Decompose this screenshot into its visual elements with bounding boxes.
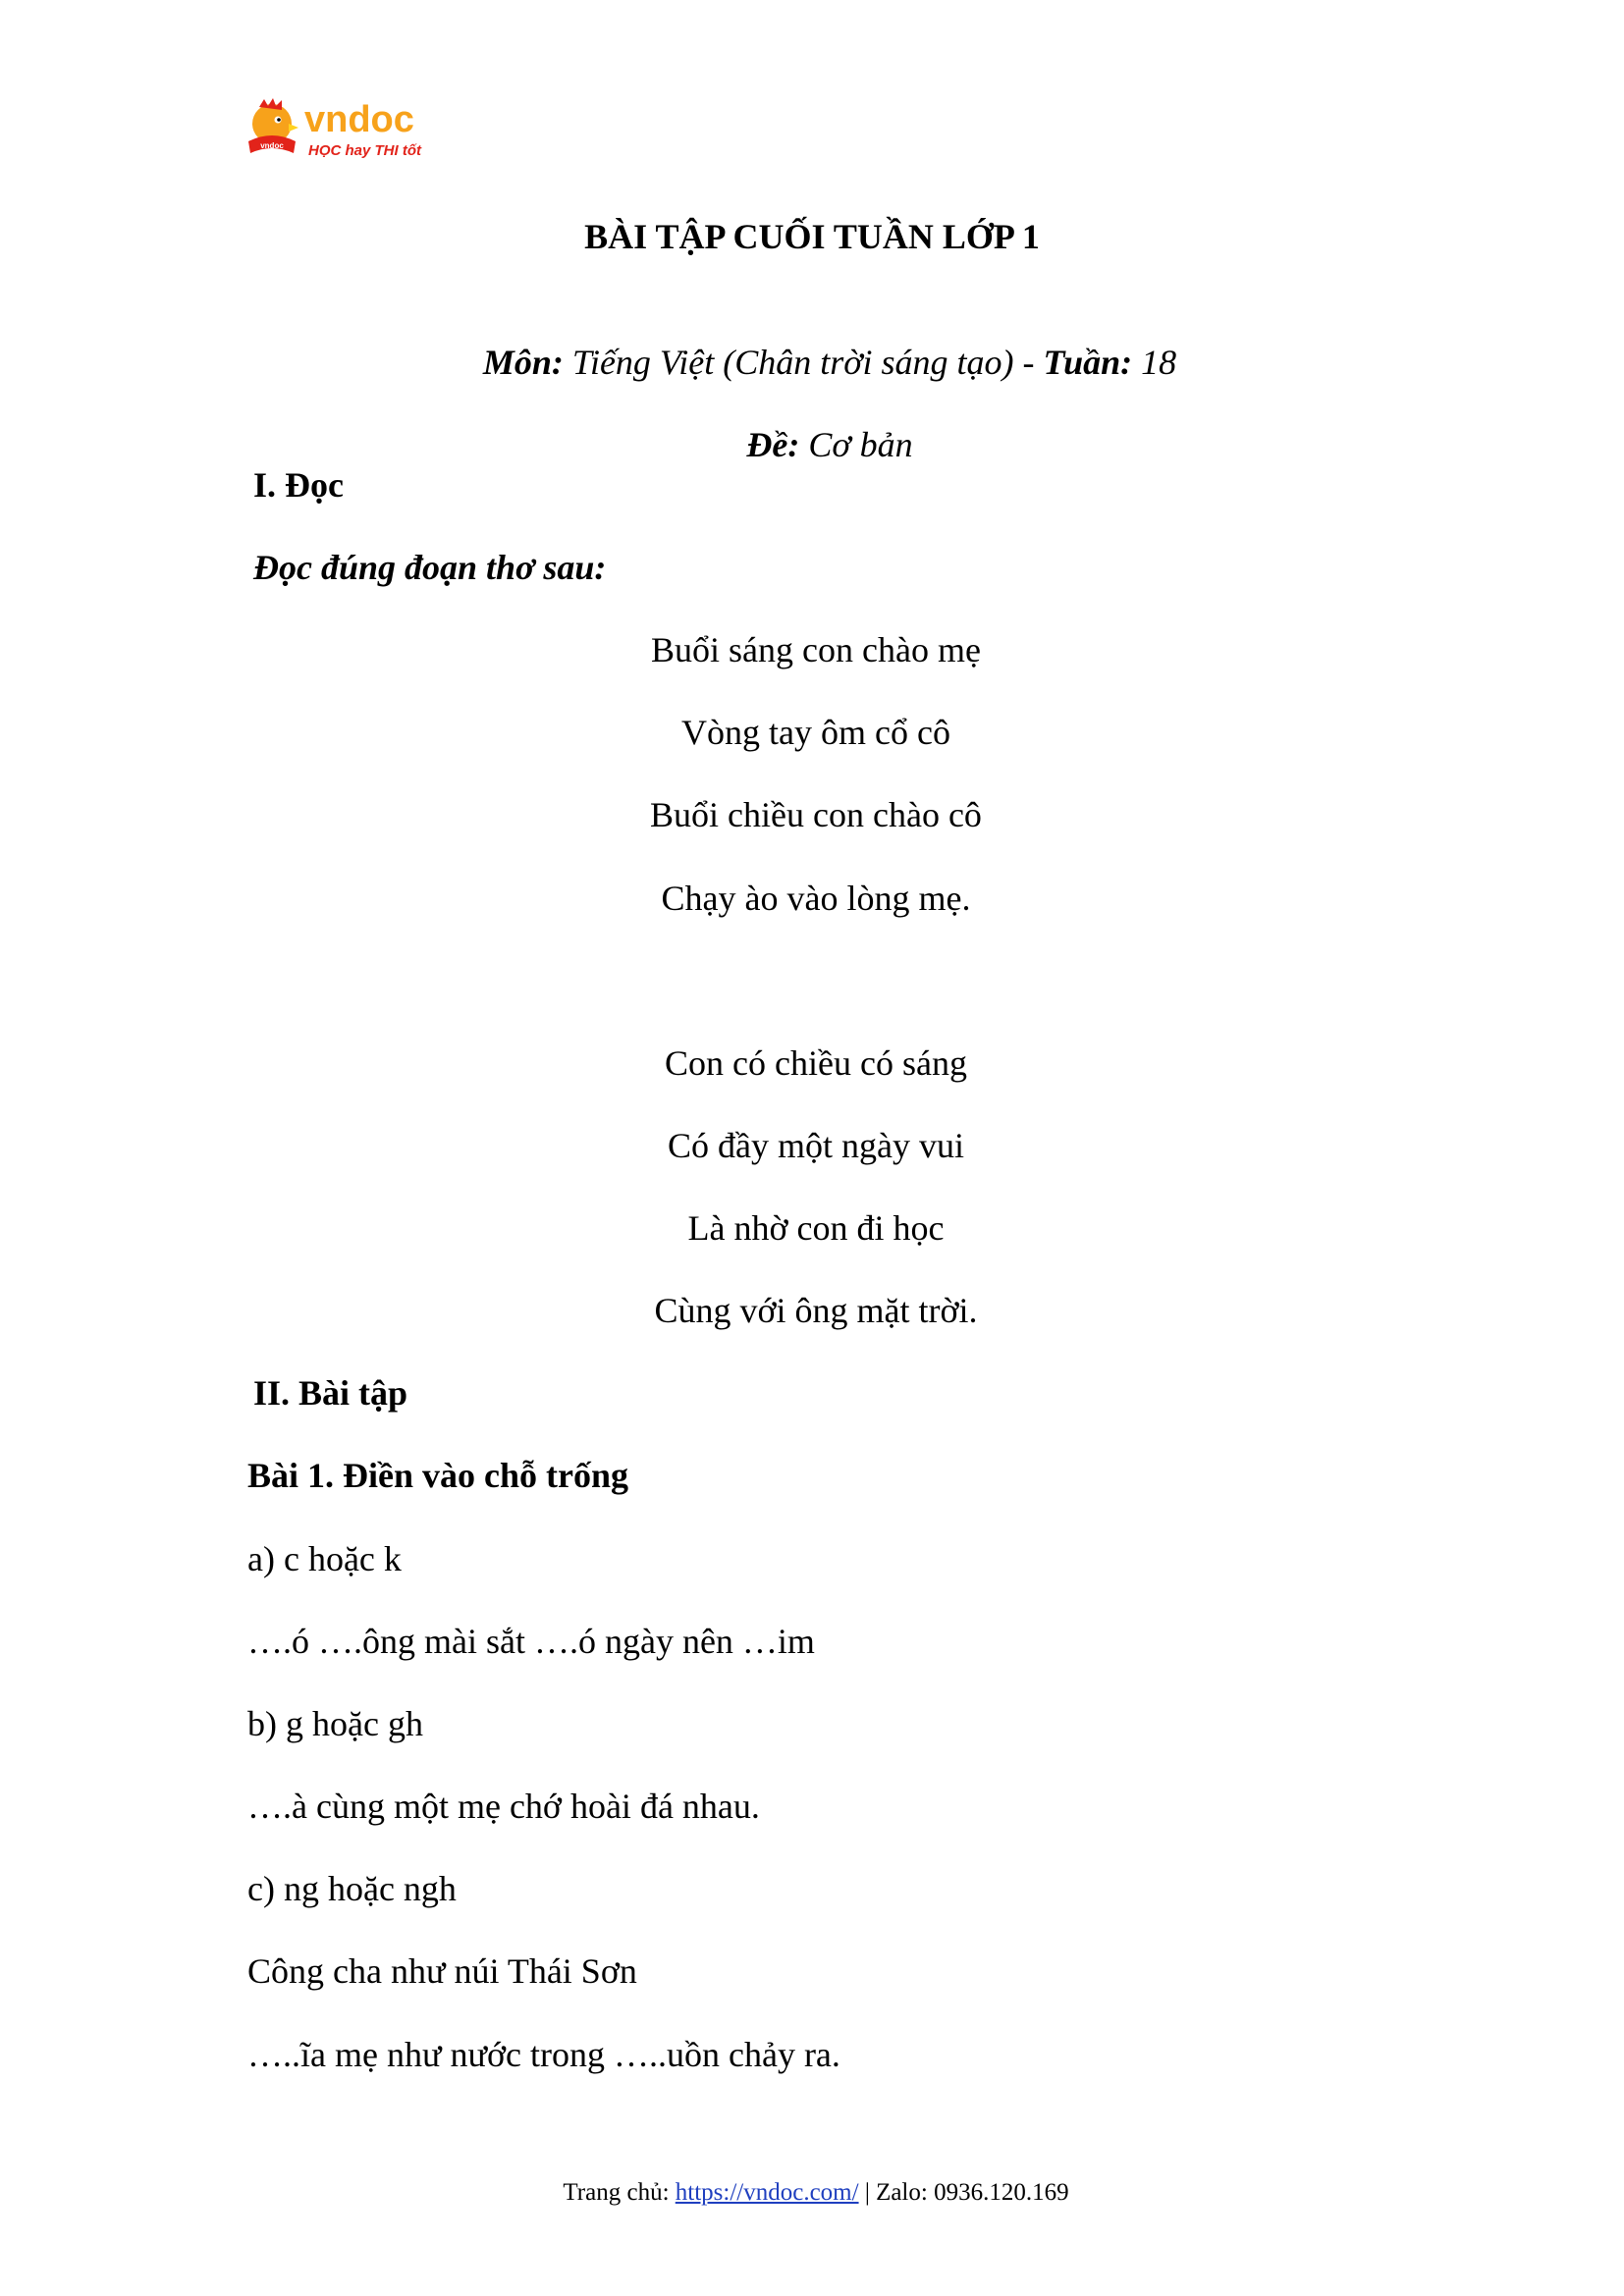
poem-line: Là nhờ con đi học	[687, 1208, 945, 1248]
footer-prefix: Trang chủ:	[563, 2179, 676, 2206]
vndoc-logo	[245, 98, 457, 165]
subject-label: Môn:	[482, 343, 564, 382]
section-exercise-heading: II. Bài tập	[253, 1373, 408, 1413]
page-footer	[0, 2177, 1624, 2209]
poem-line: Có đầy một ngày vui	[668, 1126, 964, 1165]
level-line	[0, 380, 1624, 509]
poem-line: Buổi sáng con chào mẹ	[651, 630, 981, 669]
level-label: Đề:	[746, 425, 800, 464]
poem-line: Vòng tay ôm cổ cô	[681, 713, 950, 752]
exercise-line: c) ng hoặc ngh	[247, 1869, 457, 1908]
poem-line: Con có chiều có sáng	[665, 1043, 967, 1083]
exercise-line: Công cha như núi Thái Sơn	[247, 1951, 637, 1991]
poem-line: Chạy ào vào lòng mẹ.	[661, 879, 971, 918]
poem-line: Buổi chiều con chào cô	[650, 795, 982, 834]
exercise-line: ….ó ….ông mài sắt ….ó ngày nên …im	[247, 1622, 815, 1661]
exercise-line: a) c hoặc k	[247, 1539, 402, 1578]
level-value: Cơ bản	[799, 425, 913, 464]
week-value: 18	[1132, 343, 1177, 382]
exercise-line: ….à cùng một mẹ chớ hoài đá nhau.	[247, 1787, 760, 1826]
subject-value: Tiếng Việt (Chân trời sáng tạo) -	[563, 343, 1044, 382]
worksheet-title: BÀI TẬP CUỐI TUẦN LỚP 1	[584, 217, 1040, 256]
poem-line: Cùng với ông mặt trời.	[654, 1291, 978, 1330]
exercise-line: b) g hoặc gh	[247, 1704, 423, 1743]
week-label: Tuần:	[1043, 343, 1133, 382]
rooster-mascot-icon	[248, 98, 298, 153]
exercise-1-title: Bài 1. Điền vào chỗ trống	[247, 1456, 629, 1495]
section-reading-heading: I. Đọc	[253, 465, 344, 505]
logo-brand-text: vndoc	[304, 99, 414, 140]
reading-instruction: Đọc đúng đoạn thơ sau:	[253, 548, 607, 587]
homepage-link[interactable]: https://vndoc.com/	[675, 2179, 859, 2206]
exercise-line: …..ĩa mẹ như nước trong …..uồn chảy ra.	[247, 2035, 840, 2074]
footer-contact: | Zalo: 0936.120.169	[858, 2179, 1069, 2206]
logo-badge-text: vndoc	[260, 141, 284, 150]
logo-tagline-text: HỌC hay THI tốt	[308, 142, 421, 159]
